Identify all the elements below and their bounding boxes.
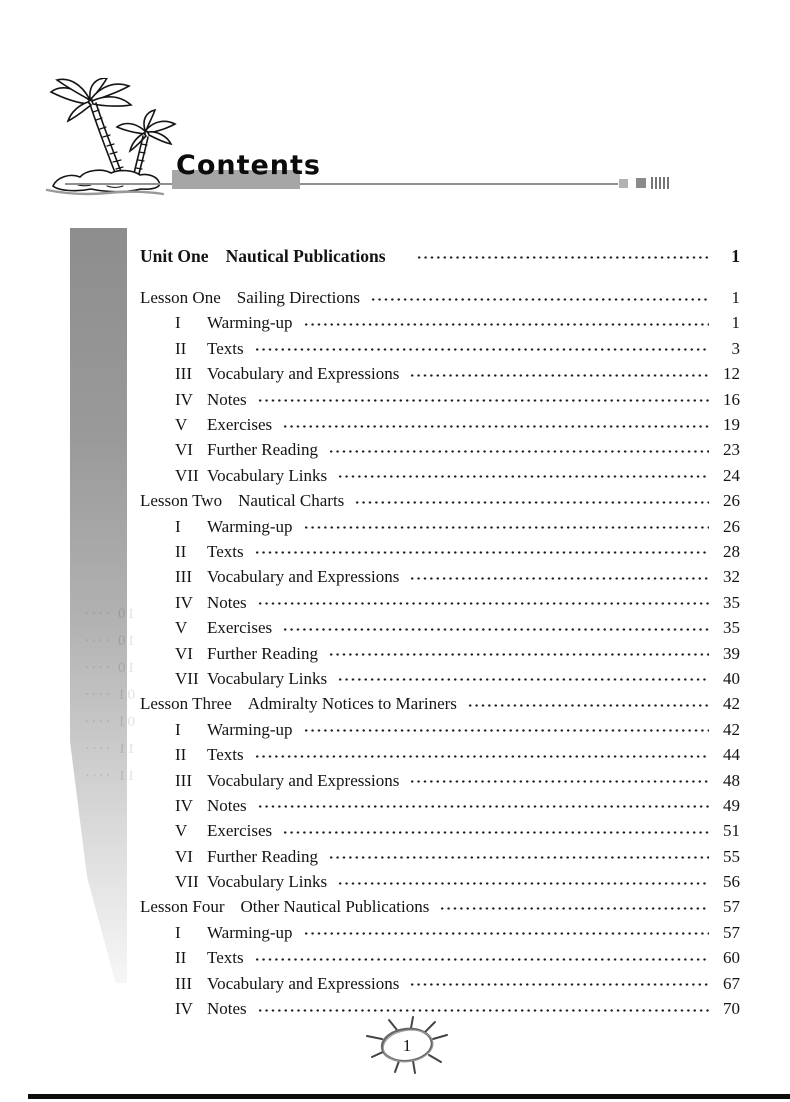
toc-entry-page: 39 bbox=[723, 643, 740, 663]
dotted-leader bbox=[257, 996, 709, 1021]
toc-entry-number: II bbox=[175, 948, 187, 968]
toc-entry-number: Lesson Four bbox=[140, 897, 225, 917]
toc-entry-item bbox=[140, 539, 740, 564]
toc-entry-label: Texts bbox=[207, 541, 244, 561]
page-showthrough-marks bbox=[55, 606, 135, 795]
toc-entry-page: 67 bbox=[723, 973, 740, 993]
dotted-leader bbox=[282, 412, 709, 437]
toc-entry-label: Exercises bbox=[207, 618, 273, 638]
toc-entry-label: Warming-up bbox=[207, 313, 293, 333]
toc-entry-item bbox=[140, 615, 740, 640]
toc-entry-label: Exercises bbox=[207, 415, 273, 435]
toc-entry-number: I bbox=[175, 719, 181, 739]
dotted-leader bbox=[409, 565, 709, 590]
toc-entry-label: Warming-up bbox=[207, 922, 293, 942]
dotted-leader bbox=[303, 920, 710, 945]
dotted-leader bbox=[328, 844, 709, 869]
tick-bar-icon bbox=[655, 177, 657, 189]
toc-entry-number: VII bbox=[175, 872, 199, 892]
toc-entry-label: Sailing Directions bbox=[236, 288, 360, 308]
showthrough-mark: 11 ···· bbox=[82, 768, 135, 784]
toc-entry-page: 40 bbox=[723, 668, 740, 688]
toc-entry-item bbox=[140, 463, 740, 488]
showthrough-mark: 01 ···· bbox=[82, 687, 135, 703]
tick-bar-icon bbox=[659, 177, 661, 189]
toc-entry-label: Vocabulary and Expressions bbox=[207, 567, 400, 587]
dotted-leader bbox=[416, 244, 709, 269]
dotted-leader bbox=[328, 438, 709, 463]
toc-entry-number: V bbox=[175, 415, 188, 435]
toc-entry-label: Texts bbox=[207, 338, 244, 358]
toc-entry-page: 48 bbox=[723, 770, 740, 790]
toc-entry-item bbox=[140, 844, 740, 869]
toc-entry-number: VII bbox=[175, 668, 199, 688]
toc-entry-page: 1 bbox=[731, 288, 740, 308]
page-title: Contents bbox=[176, 150, 322, 181]
toc-entry-number: I bbox=[175, 922, 181, 942]
toc-entry-label: Exercises bbox=[207, 821, 273, 841]
dotted-leader bbox=[257, 387, 709, 412]
dotted-leader bbox=[439, 895, 709, 920]
showthrough-mark: 10 ···· bbox=[82, 606, 135, 622]
toc-entry-number: Lesson Three bbox=[140, 694, 232, 714]
toc-entry-item bbox=[140, 641, 740, 666]
toc-entry-page: 1 bbox=[731, 313, 740, 333]
dotted-leader bbox=[409, 362, 709, 387]
toc-entry-item bbox=[140, 565, 740, 590]
toc-entry-page: 44 bbox=[723, 745, 740, 765]
dotted-leader bbox=[254, 336, 709, 361]
toc-entry-page: 1 bbox=[731, 246, 740, 267]
toc-entry-label: Notes bbox=[207, 795, 247, 815]
dotted-leader bbox=[254, 539, 709, 564]
toc-entry-item bbox=[140, 438, 740, 463]
toc-entry-page: 42 bbox=[723, 694, 740, 714]
dotted-leader bbox=[254, 946, 709, 971]
sun-page-number bbox=[350, 1012, 465, 1075]
header-end-marks bbox=[619, 177, 671, 189]
toc-entry-number: Lesson One bbox=[140, 288, 221, 308]
toc-entry-number: II bbox=[175, 541, 187, 561]
toc-entry-item bbox=[140, 971, 740, 996]
toc-entry-item bbox=[140, 590, 740, 615]
toc-entry-page: 49 bbox=[723, 795, 740, 815]
toc-entry-lesson bbox=[140, 285, 740, 310]
toc-entry-lesson bbox=[140, 692, 740, 717]
dotted-leader bbox=[354, 489, 709, 514]
toc-entry-label: Warming-up bbox=[207, 719, 293, 739]
dotted-leader bbox=[409, 768, 709, 793]
dotted-leader bbox=[409, 971, 709, 996]
toc-entry-page: 16 bbox=[723, 389, 740, 409]
toc-entry-item bbox=[140, 946, 740, 971]
toc-entry-item bbox=[140, 336, 740, 361]
toc-entry-page: 60 bbox=[723, 948, 740, 968]
toc-entry-label: Nautical Charts bbox=[238, 491, 345, 511]
toc-list bbox=[140, 244, 740, 1022]
toc-entry-number: IV bbox=[175, 795, 193, 815]
toc-entry-label: Vocabulary Links bbox=[207, 872, 328, 892]
toc-entry-item bbox=[140, 412, 740, 437]
toc-entry-page: 26 bbox=[723, 491, 740, 511]
toc-entry-number: I bbox=[175, 313, 181, 333]
dotted-leader bbox=[303, 514, 710, 539]
toc-entry-page: 24 bbox=[723, 465, 740, 485]
toc-entry-page: 55 bbox=[723, 846, 740, 866]
toc-entry-item bbox=[140, 819, 740, 844]
showthrough-mark: 01 ···· bbox=[82, 714, 135, 730]
toc-entry-page: 28 bbox=[723, 541, 740, 561]
toc-entry-label: Vocabulary and Expressions bbox=[207, 364, 400, 384]
toc-entry-label: Further Reading bbox=[207, 846, 318, 866]
toc-entry-page: 19 bbox=[723, 415, 740, 435]
footer-page-number: 1 bbox=[402, 1036, 412, 1055]
dotted-leader bbox=[328, 641, 709, 666]
dotted-leader bbox=[257, 793, 709, 818]
toc-entry-label: Notes bbox=[207, 389, 247, 409]
dotted-leader bbox=[337, 463, 709, 488]
toc-entry-number: V bbox=[175, 821, 188, 841]
toc-entry-number: IV bbox=[175, 389, 193, 409]
dotted-leader bbox=[303, 717, 710, 742]
small-square-mark-icon bbox=[619, 179, 628, 188]
toc-entry-label: Notes bbox=[207, 592, 247, 612]
toc-entry-item bbox=[140, 717, 740, 742]
toc-entry-item bbox=[140, 387, 740, 412]
toc-entry-page: 26 bbox=[723, 516, 740, 536]
toc-entry-number: IV bbox=[175, 592, 193, 612]
toc-entry-unit bbox=[140, 244, 740, 269]
toc-entry-item bbox=[140, 920, 740, 945]
toc-entry-number: IV bbox=[175, 999, 193, 1019]
toc-entry-number: III bbox=[175, 364, 192, 384]
toc-entry-lesson bbox=[140, 895, 740, 920]
toc-entry-number: VI bbox=[175, 643, 193, 663]
toc-entry-label: Texts bbox=[207, 745, 244, 765]
toc-entry-number: II bbox=[175, 745, 187, 765]
toc-entry-number: I bbox=[175, 516, 181, 536]
toc-entry-item bbox=[140, 514, 740, 539]
dotted-leader bbox=[282, 819, 709, 844]
toc-entry-page: 23 bbox=[723, 440, 740, 460]
showthrough-mark: 11 ···· bbox=[82, 741, 135, 757]
toc-entry-page: 51 bbox=[723, 821, 740, 841]
toc-entry-number: V bbox=[175, 618, 188, 638]
toc-entry-page: 57 bbox=[723, 922, 740, 942]
toc-entry-label: Vocabulary and Expressions bbox=[207, 973, 400, 993]
toc-entry-page: 56 bbox=[723, 872, 740, 892]
toc-entry-item bbox=[140, 869, 740, 894]
dotted-leader bbox=[303, 311, 710, 336]
toc-entry-page: 57 bbox=[723, 897, 740, 917]
toc-entry-item bbox=[140, 666, 740, 691]
toc-entry-number: III bbox=[175, 567, 192, 587]
tick-bar-icon bbox=[667, 177, 669, 189]
toc-entry-label: Further Reading bbox=[207, 440, 318, 460]
toc-entry-label: Texts bbox=[207, 948, 244, 968]
toc-entry-label: Vocabulary Links bbox=[207, 465, 328, 485]
toc-entry-label: Other Nautical Publications bbox=[240, 897, 430, 917]
toc-entry-label: Vocabulary Links bbox=[207, 668, 328, 688]
dotted-leader bbox=[467, 692, 709, 717]
dotted-leader bbox=[282, 615, 709, 640]
toc-entry-number: VI bbox=[175, 440, 193, 460]
toc-entry-number: II bbox=[175, 338, 187, 358]
dotted-leader bbox=[257, 590, 709, 615]
dotted-leader bbox=[370, 285, 709, 310]
toc-entry-item bbox=[140, 362, 740, 387]
toc-entry-page: 70 bbox=[723, 999, 740, 1019]
toc-entry-label: Nautical Publications bbox=[225, 246, 386, 267]
showthrough-mark: 10 ···· bbox=[82, 633, 135, 649]
toc-entry-item bbox=[140, 768, 740, 793]
toc-entry-page: 35 bbox=[723, 592, 740, 612]
toc-entry-number: VII bbox=[175, 465, 199, 485]
toc-entry-number: III bbox=[175, 770, 192, 790]
showthrough-mark: 10 ···· bbox=[82, 660, 135, 676]
tick-bar-icon bbox=[663, 177, 665, 189]
toc-entry-label: Notes bbox=[207, 999, 247, 1019]
toc-entry-lesson bbox=[140, 489, 740, 514]
toc-entry-label: Further Reading bbox=[207, 643, 318, 663]
dotted-leader bbox=[337, 869, 709, 894]
tick-bar-icon bbox=[651, 177, 653, 189]
header-rule bbox=[65, 183, 618, 185]
toc-entry-page: 42 bbox=[723, 719, 740, 739]
toc-entry-label: Warming-up bbox=[207, 516, 293, 536]
toc-entry-number: VI bbox=[175, 846, 193, 866]
toc-entry-label: Admiralty Notices to Mariners bbox=[247, 694, 457, 714]
toc-entry-page: 3 bbox=[731, 338, 740, 358]
toc-entry-item bbox=[140, 742, 740, 767]
toc-entry-label: Vocabulary and Expressions bbox=[207, 770, 400, 790]
toc-entry-page: 12 bbox=[723, 364, 740, 384]
toc-entry-item bbox=[140, 793, 740, 818]
dotted-leader bbox=[254, 742, 709, 767]
dotted-leader bbox=[337, 666, 709, 691]
toc-entry-page: 35 bbox=[723, 618, 740, 638]
toc-entry-number: Lesson Two bbox=[140, 491, 223, 511]
small-square-mark-icon bbox=[636, 178, 646, 188]
toc-entry-number: III bbox=[175, 973, 192, 993]
toc-entry-item bbox=[140, 311, 740, 336]
bottom-rule bbox=[28, 1094, 790, 1099]
toc-entry-page: 32 bbox=[723, 567, 740, 587]
toc-entry-number: Unit One bbox=[140, 246, 209, 267]
